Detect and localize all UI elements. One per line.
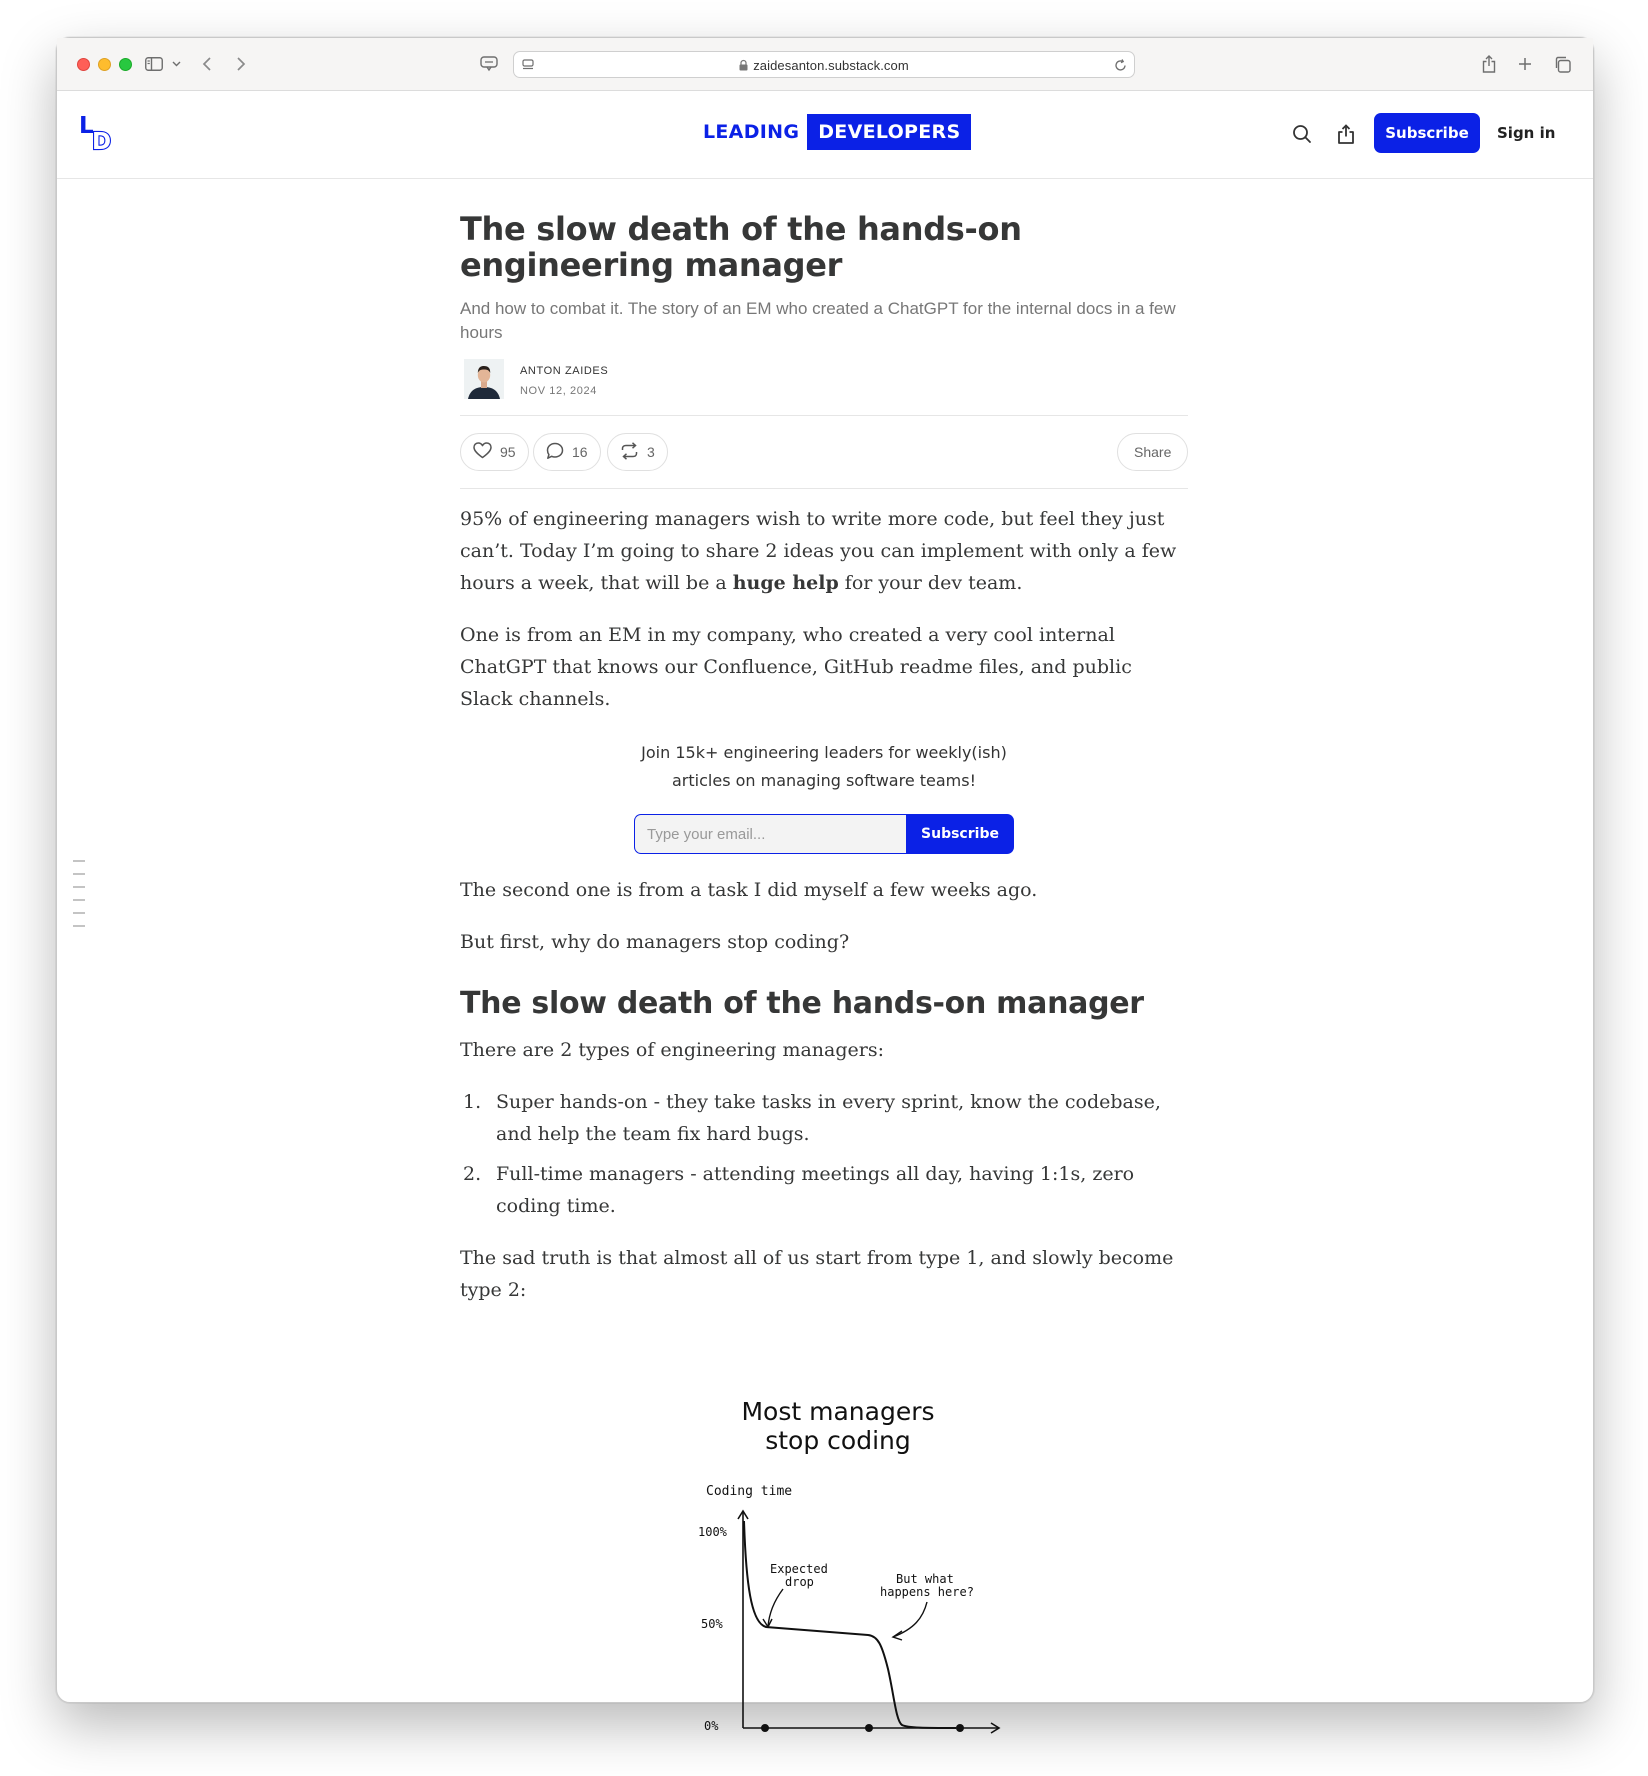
restack-count: 3 [647, 444, 655, 460]
paragraph: There are 2 types of engineering managers: [460, 1039, 885, 1061]
like-button[interactable] [460, 433, 529, 471]
article [460, 178, 1188, 1306]
paragraph: 95% of engineering managers wish to write more code, but feel they just can’t. Today I’m going to share 2 ideas you can implement with only a few hours a week, that will be a huge help for your dev team. [460, 508, 1177, 594]
svg-text:D: D [92, 129, 112, 155]
list-item: 2. Full-time managers - attending meetings all day, having 1:1s, zero coding time. [463, 1163, 1135, 1217]
annotation-question-arrow [893, 1602, 927, 1637]
y-axis-label: Coding time [706, 1484, 793, 1499]
sidebar-toggle-icon[interactable] [143, 52, 165, 76]
post-subtitle: And how to combat it. The story of an EM who created a ChatGPT for the internal docs in a few hours [460, 299, 1176, 342]
comments-button[interactable] [533, 433, 601, 471]
y-tick-0: 0% [704, 1719, 719, 1733]
close-window-button[interactable] [77, 58, 90, 71]
like-count: 95 [500, 444, 516, 460]
numbered-list [460, 1086, 1188, 1222]
coding-time-curve [744, 1521, 956, 1728]
minimize-window-button[interactable] [98, 58, 111, 71]
figure-title-line2: stop coding [765, 1426, 911, 1455]
forward-arrow-icon[interactable] [231, 52, 251, 76]
window-controls [77, 58, 132, 71]
email-input[interactable] [634, 814, 906, 854]
url-text: zaidesanton.substack.com [753, 58, 909, 73]
comment-icon [546, 442, 564, 463]
browser-window [56, 37, 1594, 1733]
url-display [514, 58, 1134, 74]
svg-text:L: L [79, 113, 94, 139]
reload-icon[interactable] [1112, 57, 1128, 73]
subscribe-button[interactable]: Subscribe [1374, 113, 1480, 153]
table-of-contents[interactable] [73, 860, 85, 938]
annotation-expected-line2: drop [785, 1575, 814, 1589]
share-label: Share [1134, 444, 1172, 460]
site-header [57, 91, 1593, 179]
restack-icon [620, 442, 639, 463]
back-arrow-icon[interactable] [197, 52, 217, 76]
share-icon[interactable] [1333, 121, 1359, 147]
toc-item[interactable] [73, 886, 85, 888]
y-tick-50: 50% [701, 1617, 723, 1631]
subscribe-form [460, 814, 1188, 854]
list-item: 1. Super hands-on - they take tasks in every sprint, know the codebase, and help the team fix hard bugs. [463, 1091, 1161, 1145]
sign-in-link[interactable]: Sign in [1497, 124, 1556, 142]
post-date: NOV 12, 2024 [520, 385, 597, 397]
search-icon[interactable] [1289, 121, 1315, 147]
x-marker [761, 1724, 769, 1732]
toc-item[interactable] [73, 873, 85, 875]
annotation-question-line1: But what [896, 1572, 954, 1586]
coding-time-illustration[interactable] [656, 1373, 1016, 1739]
brand-leading: LEADING [703, 121, 800, 143]
toc-item[interactable] [73, 860, 85, 862]
y-tick-100: 100% [698, 1525, 727, 1539]
author-name[interactable]: ANTON ZAIDES [520, 365, 609, 377]
address-bar[interactable] [513, 51, 1135, 78]
comment-count: 16 [572, 444, 588, 460]
author-avatar[interactable] [464, 359, 504, 399]
paragraph: One is from an EM in my company, who created a very cool internal ChatGPT that knows our Confluence, GitHub readme files, and public Slack channels. [460, 624, 1132, 710]
translate-icon[interactable] [477, 52, 501, 76]
subscribe-embed [460, 739, 1188, 854]
restack-button[interactable] [607, 433, 668, 471]
paragraph: But first, why do managers stop coding? [460, 931, 850, 953]
share-icon[interactable] [1478, 52, 1500, 76]
annotation-expected-line1: Expected [770, 1562, 828, 1576]
toc-item[interactable] [73, 912, 85, 914]
brand-wordmark[interactable] [703, 114, 971, 150]
subscribe-embed-text: Join 15k+ engineering leaders for weekly(ish) articles on managing software teams! [641, 743, 1007, 790]
embed-subscribe-button[interactable]: Subscribe [906, 814, 1014, 854]
section-heading: The slow death of the hands-on manager [460, 986, 1144, 1021]
zoom-window-button[interactable] [119, 58, 132, 71]
paragraph: The sad truth is that almost all of us start from type 1, and slowly become type 2: [460, 1247, 1174, 1301]
toc-item[interactable] [73, 925, 85, 927]
share-button[interactable] [1117, 433, 1188, 471]
post-actions [460, 416, 1188, 488]
heart-icon [473, 442, 492, 462]
paragraph: The second one is from a task I did myself a few weeks ago. [460, 879, 1038, 901]
figure-title-line1: Most managers [741, 1397, 935, 1426]
brand-developers: DEVELOPERS [807, 114, 971, 150]
post-body [460, 503, 1188, 1306]
post-title: The slow death of the hands-on engineering manager [460, 210, 1022, 284]
byline [460, 359, 1188, 415]
bold-text: huge help [732, 572, 839, 594]
chevron-down-icon[interactable] [169, 52, 183, 76]
x-marker [865, 1724, 873, 1732]
browser-toolbar [57, 38, 1593, 91]
site-logo[interactable] [79, 113, 115, 158]
lock-icon [739, 59, 748, 74]
new-tab-icon[interactable] [1514, 52, 1536, 76]
toc-item[interactable] [73, 899, 85, 901]
annotation-question-line2: happens here? [880, 1585, 974, 1599]
tab-overview-icon[interactable] [1551, 52, 1573, 76]
x-marker [956, 1724, 964, 1732]
divider [460, 488, 1188, 489]
